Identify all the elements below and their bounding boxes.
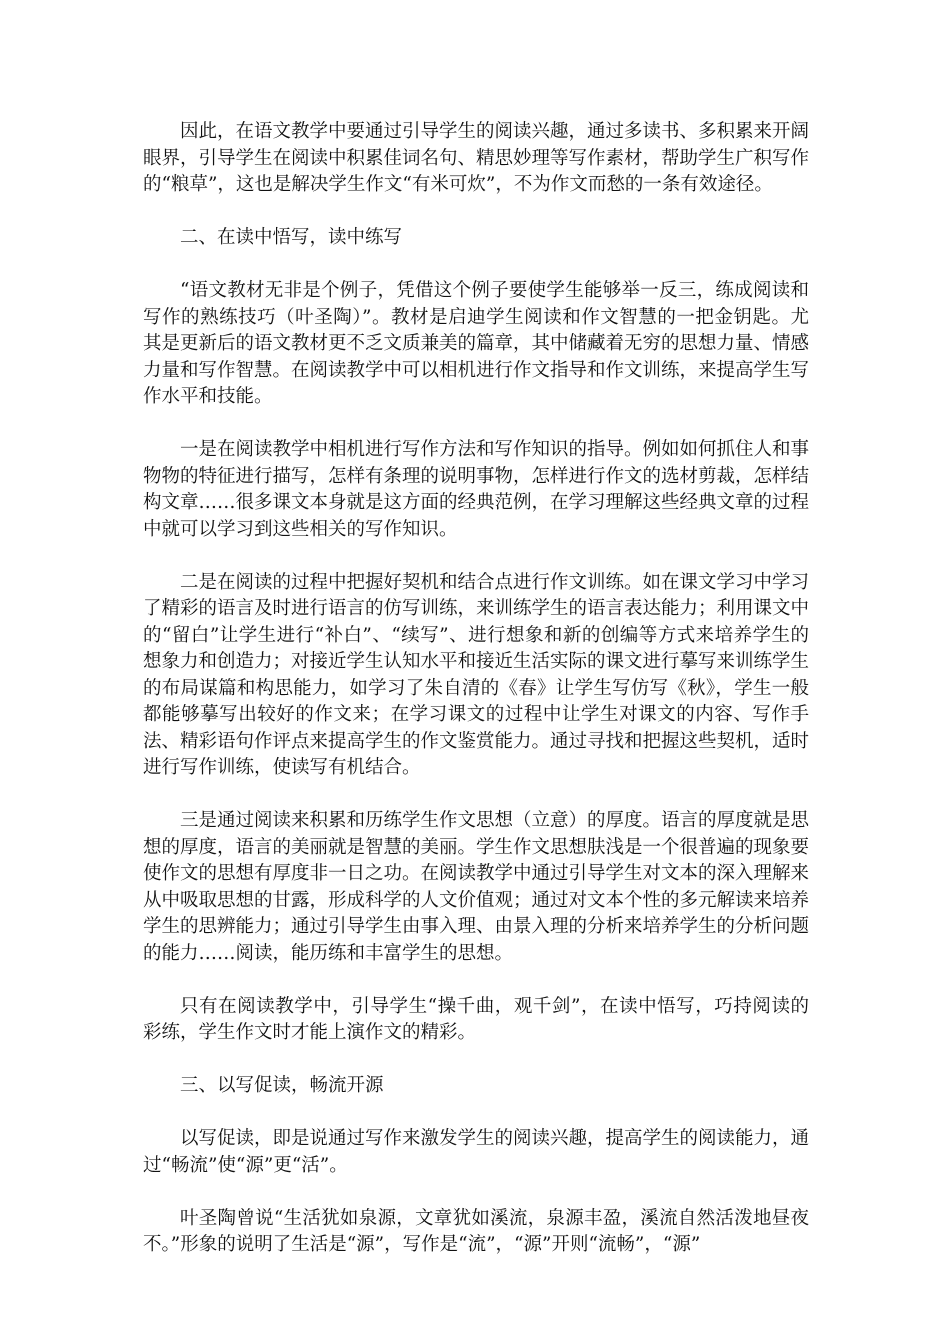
paragraph-4: 二是在阅读的过程中把握好契机和结合点进行作文训练。如在课文学习中学习了精彩的语言及时进行语言的仿写训练，来训练学生的语言表达能力；利用课文中的“留白”让学生进行“补白”、“续写”、进行想象和新的创编等方式来培养学生的想象力和创造力；对接近学生认知水平和接近生活实际的课文进行摹写来训练学生的布局谋篇和构思能力，如学习了朱自清的《春》让学生写仿写《秋》，学生一般都能够摹写出较好的作文来；在学习课文的过程中让学生对课文的内容、写作手法、精彩语句作评点来提高学生的作文鉴赏能力。通过寻找和把握这些契机，适时进行写作训练，使读写有机结合。 [143, 571, 810, 778]
paragraph-7: 以写促读，即是说通过写作来激发学生的阅读兴趣，提高学生的阅读能力，通过“畅流”使“源”更“活”。 [143, 1128, 810, 1176]
paragraph-5: 三是通过阅读来积累和历练学生作文思想（立意）的厚度。语言的厚度就是思想的厚度，语言的美丽就是智慧的美丽。学生作文思想肤浅是一个很普遍的现象要使作文的思想有厚度非一日之功。在阅读教学中通过引导学生对文本的深入理解来从中吸取思想的甘露，形成科学的人文价值观；通过对文本个性的多元解读来培养学生的思辨能力；通过引导学生由事入理、由景入理的分析来培养学生的分析问题的能力……阅读，能历练和丰富学生的思想。 [143, 810, 810, 964]
paragraph-3: 一是在阅读教学中相机进行写作方法和写作知识的指导。例如如何抓住人和事物物的特征进行描写，怎样有条理的说明事物，怎样进行作文的选材剪裁，怎样结构文章……很多课文本身就是这方面的经典范例，在学习理解这些经典文章的过程中就可以学习到这些相关的写作知识。 [143, 439, 810, 540]
paragraph-8: 叶圣陶曾说“生活犹如泉源，文章犹如溪流，泉源丰盈，溪流自然活泼地昼夜不。”形象的说明了生活是“源”，写作是“流”，“源”开则“流畅”，“源” [143, 1207, 809, 1255]
section-heading-2: 二、在读中悟写，读中练写 [180, 227, 403, 248]
paragraph-1: 因此，在语文教学中要通过引导学生的阅读兴趣，通过多读书、多积累来开阔眼界，引导学生在阅读中积累佳词名句、精思妙理等写作素材，帮助学生广积写作的“粮草”，这也是解决学生作文“有米可炊”，不为作文而愁的一条有效途径。 [143, 121, 810, 195]
paragraph-2: “语文教材无非是个例子，凭借这个例子要使学生能够举一反三，练成阅读和写作的熟练技巧（叶圣陶）”。教材是启迪学生阅读和作文智慧的一把金钥匙。尤其是更新后的语文教材更不乏文质兼美的篇章，其中储藏着无穷的思想力量、情感力量和写作智慧。在阅读教学中可以相机进行作文指导和作文训练，来提高学生写作水平和技能。 [143, 280, 810, 407]
paragraph-6: 只有在阅读教学中，引导学生“操千曲，观千剑”，在读中悟写，巧持阅读的彩练，学生作文时才能上演作文的精彩。 [143, 995, 809, 1043]
document-page [143, 119, 809, 1285]
section-heading-3: 三、以写促读，畅流开源 [180, 1075, 384, 1096]
